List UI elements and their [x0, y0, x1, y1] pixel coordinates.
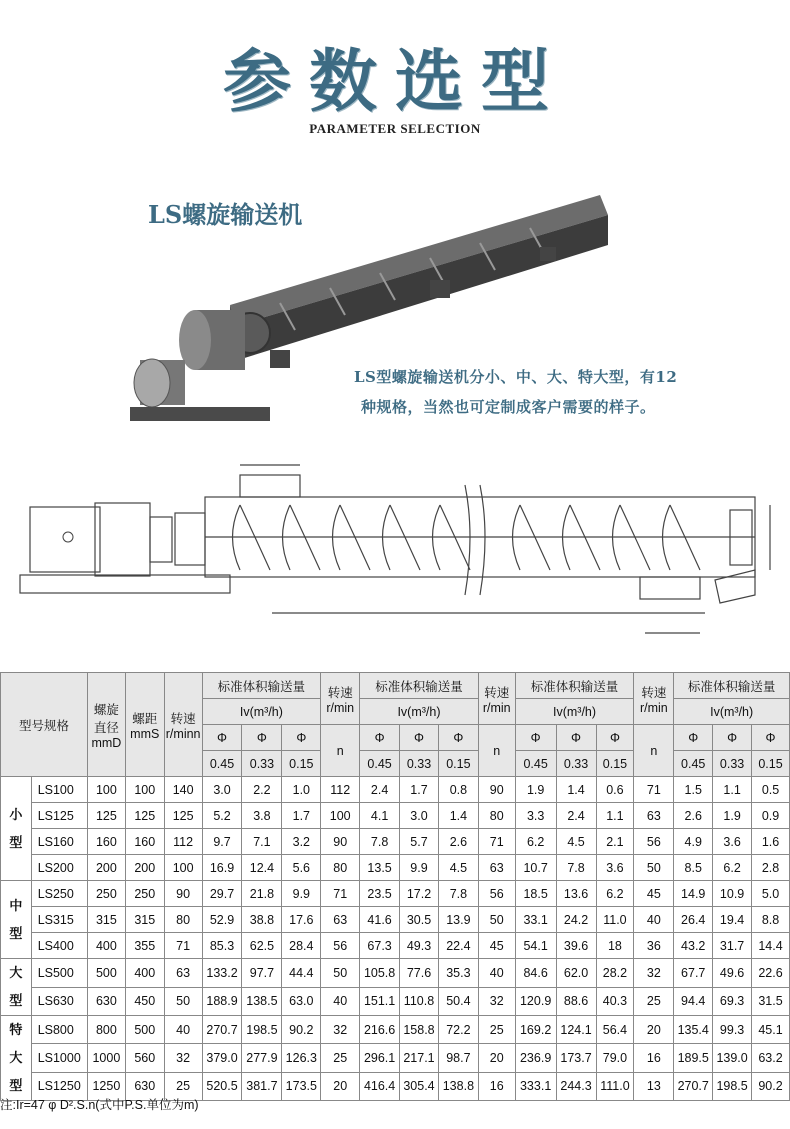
value-cell: 315: [87, 907, 125, 933]
value-cell: 112: [321, 777, 360, 803]
value-cell: 4.5: [438, 855, 478, 881]
table-row: [1, 803, 790, 829]
header-phi: Φ: [202, 725, 242, 751]
value-cell: 62.0: [556, 959, 596, 988]
value-cell: 0.8: [438, 777, 478, 803]
value-cell: 2.6: [438, 829, 478, 855]
value-cell: 400: [125, 959, 164, 988]
value-cell: 71: [321, 881, 360, 907]
value-cell: 2.2: [242, 777, 282, 803]
model-cell: LS315: [31, 907, 87, 933]
header-n: n: [478, 725, 515, 777]
value-cell: 56: [478, 881, 515, 907]
value-cell: 71: [478, 829, 515, 855]
size-class-label: 大 型: [1, 959, 32, 1016]
value-cell: 90.2: [282, 1016, 321, 1044]
value-cell: 315: [125, 907, 164, 933]
table-row: [1, 1044, 790, 1072]
value-cell: 40: [164, 1016, 202, 1044]
conveyor-drawing: [0, 455, 790, 660]
value-cell: 24.2: [556, 907, 596, 933]
value-cell: 80: [164, 907, 202, 933]
value-cell: 125: [87, 803, 125, 829]
value-cell: 105.8: [360, 959, 400, 988]
value-cell: 56: [321, 933, 360, 959]
value-cell: 250: [87, 881, 125, 907]
value-cell: 18: [596, 933, 634, 959]
value-cell: 305.4: [400, 1072, 439, 1100]
table-row: [1, 907, 790, 933]
value-cell: 45: [634, 881, 674, 907]
header-speed: 转速r/minn: [164, 673, 202, 777]
value-cell: 13.5: [360, 855, 400, 881]
header-phi-value: 0.33: [400, 751, 439, 777]
value-cell: 5.2: [202, 803, 242, 829]
value-cell: 6.2: [713, 855, 752, 881]
value-cell: 69.3: [713, 987, 752, 1016]
value-cell: 1.9: [713, 803, 752, 829]
header-speed-4: 转速r/min: [634, 673, 674, 725]
header-volume-3: 标准体积输送量: [515, 673, 634, 699]
value-cell: 25: [634, 987, 674, 1016]
header-phi: Φ: [556, 725, 596, 751]
value-cell: 25: [164, 1072, 202, 1100]
header-phi: Φ: [713, 725, 752, 751]
value-cell: 19.4: [713, 907, 752, 933]
value-cell: 31.5: [752, 987, 790, 1016]
header-phi: Φ: [438, 725, 478, 751]
value-cell: 2.1: [596, 829, 634, 855]
value-cell: 124.1: [556, 1016, 596, 1044]
table-row: [1, 829, 790, 855]
value-cell: 9.9: [282, 881, 321, 907]
table-row: [1, 987, 790, 1016]
model-cell: LS630: [31, 987, 87, 1016]
value-cell: 18.5: [515, 881, 556, 907]
header-phi-value: 0.15: [438, 751, 478, 777]
value-cell: 138.8: [438, 1072, 478, 1100]
value-cell: 22.4: [438, 933, 478, 959]
value-cell: 630: [87, 987, 125, 1016]
value-cell: 151.1: [360, 987, 400, 1016]
value-cell: 80: [321, 855, 360, 881]
value-cell: 0.6: [596, 777, 634, 803]
value-cell: 133.2: [202, 959, 242, 988]
value-cell: 90.2: [752, 1072, 790, 1100]
value-cell: 43.2: [674, 933, 713, 959]
value-cell: 90: [321, 829, 360, 855]
value-cell: 26.4: [674, 907, 713, 933]
header-phi-value: 0.45: [202, 751, 242, 777]
value-cell: 54.1: [515, 933, 556, 959]
value-cell: 17.6: [282, 907, 321, 933]
value-cell: 56: [634, 829, 674, 855]
value-cell: 800: [87, 1016, 125, 1044]
header-unit-2: Iv(m³/h): [360, 699, 479, 725]
value-cell: 296.1: [360, 1044, 400, 1072]
value-cell: 77.6: [400, 959, 439, 988]
value-cell: 16.9: [202, 855, 242, 881]
value-cell: 217.1: [400, 1044, 439, 1072]
header-phi-value: 0.33: [556, 751, 596, 777]
value-cell: 173.7: [556, 1044, 596, 1072]
value-cell: 10.7: [515, 855, 556, 881]
value-cell: 49.6: [713, 959, 752, 988]
value-cell: 125: [164, 803, 202, 829]
value-cell: 50.4: [438, 987, 478, 1016]
header-phi-value: 0.45: [674, 751, 713, 777]
value-cell: 1.4: [438, 803, 478, 829]
value-cell: 33.1: [515, 907, 556, 933]
value-cell: 8.8: [752, 907, 790, 933]
header-volume-4: 标准体积输送量: [674, 673, 790, 699]
header-phi-value: 0.33: [713, 751, 752, 777]
value-cell: 79.0: [596, 1044, 634, 1072]
value-cell: 277.9: [242, 1044, 282, 1072]
model-cell: LS1000: [31, 1044, 87, 1072]
model-cell: LS500: [31, 959, 87, 988]
page-title: 参数选型: [222, 42, 567, 122]
value-cell: 44.4: [282, 959, 321, 988]
value-cell: 381.7: [242, 1072, 282, 1100]
header-unit-1: Iv(m³/h): [202, 699, 321, 725]
table-row: [1, 933, 790, 959]
value-cell: 100: [125, 777, 164, 803]
value-cell: 1.7: [282, 803, 321, 829]
value-cell: 200: [87, 855, 125, 881]
value-cell: 99.3: [713, 1016, 752, 1044]
value-cell: 31.7: [713, 933, 752, 959]
value-cell: 49.3: [400, 933, 439, 959]
value-cell: 41.6: [360, 907, 400, 933]
page-subtitle: PARAMETER SELECTION: [309, 121, 481, 136]
value-cell: 50: [164, 987, 202, 1016]
header-volume-1: 标准体积输送量: [202, 673, 321, 699]
value-cell: 188.9: [202, 987, 242, 1016]
header-phi: Φ: [282, 725, 321, 751]
size-class-label: 中 型: [1, 881, 32, 959]
value-cell: 3.6: [596, 855, 634, 881]
value-cell: 100: [87, 777, 125, 803]
value-cell: 216.6: [360, 1016, 400, 1044]
value-cell: 270.7: [674, 1072, 713, 1100]
value-cell: 189.5: [674, 1044, 713, 1072]
value-cell: 6.2: [596, 881, 634, 907]
value-cell: 4.9: [674, 829, 713, 855]
value-cell: 138.5: [242, 987, 282, 1016]
value-cell: 35.3: [438, 959, 478, 988]
value-cell: 135.4: [674, 1016, 713, 1044]
value-cell: 500: [87, 959, 125, 988]
value-cell: 5.6: [282, 855, 321, 881]
model-cell: LS160: [31, 829, 87, 855]
value-cell: 198.5: [713, 1072, 752, 1100]
header-volume-2: 标准体积输送量: [360, 673, 479, 699]
value-cell: 13.6: [556, 881, 596, 907]
header-phi-value: 0.33: [242, 751, 282, 777]
value-cell: 23.5: [360, 881, 400, 907]
product-name: LS螺旋输送机: [148, 200, 303, 229]
value-cell: 1000: [87, 1044, 125, 1072]
value-cell: 450: [125, 987, 164, 1016]
value-cell: 3.0: [400, 803, 439, 829]
value-cell: 12.4: [242, 855, 282, 881]
value-cell: 17.2: [400, 881, 439, 907]
value-cell: 94.4: [674, 987, 713, 1016]
value-cell: 56.4: [596, 1016, 634, 1044]
value-cell: 520.5: [202, 1072, 242, 1100]
value-cell: 9.9: [400, 855, 439, 881]
value-cell: 84.6: [515, 959, 556, 988]
value-cell: 16: [634, 1044, 674, 1072]
value-cell: 40: [478, 959, 515, 988]
model-cell: LS1250: [31, 1072, 87, 1100]
value-cell: 52.9: [202, 907, 242, 933]
model-cell: LS125: [31, 803, 87, 829]
value-cell: 63: [634, 803, 674, 829]
value-cell: 333.1: [515, 1072, 556, 1100]
value-cell: 9.7: [202, 829, 242, 855]
header-diameter: 螺旋直径mmD: [87, 673, 125, 777]
value-cell: 500: [125, 1016, 164, 1044]
value-cell: 160: [125, 829, 164, 855]
header-phi-value: 0.15: [282, 751, 321, 777]
value-cell: 63: [321, 907, 360, 933]
value-cell: 13: [634, 1072, 674, 1100]
value-cell: 32: [321, 1016, 360, 1044]
description-line-1: LS型螺旋输送机分小、中、大、特大型，有12: [354, 368, 678, 386]
value-cell: 379.0: [202, 1044, 242, 1072]
header-phi: Φ: [515, 725, 556, 751]
header-phi: Φ: [242, 725, 282, 751]
header-phi-value: 0.15: [752, 751, 790, 777]
value-cell: 50: [321, 959, 360, 988]
value-cell: 3.8: [242, 803, 282, 829]
value-cell: 1.1: [713, 777, 752, 803]
value-cell: 2.8: [752, 855, 790, 881]
value-cell: 270.7: [202, 1016, 242, 1044]
value-cell: 40: [321, 987, 360, 1016]
value-cell: 1.1: [596, 803, 634, 829]
value-cell: 100: [164, 855, 202, 881]
header-n: n: [634, 725, 674, 777]
header-phi: Φ: [360, 725, 400, 751]
value-cell: 6.2: [515, 829, 556, 855]
value-cell: 8.5: [674, 855, 713, 881]
value-cell: 30.5: [400, 907, 439, 933]
value-cell: 173.5: [282, 1072, 321, 1100]
value-cell: 25: [478, 1016, 515, 1044]
value-cell: 29.7: [202, 881, 242, 907]
value-cell: 28.2: [596, 959, 634, 988]
value-cell: 20: [634, 1016, 674, 1044]
value-cell: 90: [164, 881, 202, 907]
value-cell: 250: [125, 881, 164, 907]
header-unit-4: Iv(m³/h): [674, 699, 790, 725]
value-cell: 2.6: [674, 803, 713, 829]
value-cell: 169.2: [515, 1016, 556, 1044]
value-cell: 16: [478, 1072, 515, 1100]
value-cell: 32: [164, 1044, 202, 1072]
value-cell: 1.0: [282, 777, 321, 803]
value-cell: 67.3: [360, 933, 400, 959]
header-speed-2: 转速r/min: [321, 673, 360, 725]
value-cell: 98.7: [438, 1044, 478, 1072]
value-cell: 7.8: [556, 855, 596, 881]
value-cell: 111.0: [596, 1072, 634, 1100]
value-cell: 63.0: [282, 987, 321, 1016]
value-cell: 244.3: [556, 1072, 596, 1100]
value-cell: 71: [634, 777, 674, 803]
value-cell: 125: [125, 803, 164, 829]
value-cell: 112: [164, 829, 202, 855]
value-cell: 14.4: [752, 933, 790, 959]
value-cell: 560: [125, 1044, 164, 1072]
value-cell: 2.4: [556, 803, 596, 829]
value-cell: 2.4: [360, 777, 400, 803]
table-row: [1, 959, 790, 988]
header-pitch: 螺距mmS: [125, 673, 164, 777]
value-cell: 11.0: [596, 907, 634, 933]
value-cell: 5.0: [752, 881, 790, 907]
header-model: 型号规格: [1, 673, 88, 777]
model-cell: LS800: [31, 1016, 87, 1044]
value-cell: 4.5: [556, 829, 596, 855]
value-cell: 158.8: [400, 1016, 439, 1044]
value-cell: 67.7: [674, 959, 713, 988]
value-cell: 25: [321, 1044, 360, 1072]
header-unit-3: Iv(m³/h): [515, 699, 634, 725]
value-cell: 36: [634, 933, 674, 959]
formula-note: 注:Ir=47 φ D².S.n(式中P.S.单位为m): [0, 1098, 199, 1112]
header-speed-3: 转速r/min: [478, 673, 515, 725]
model-cell: LS400: [31, 933, 87, 959]
value-cell: 236.9: [515, 1044, 556, 1072]
value-cell: 28.4: [282, 933, 321, 959]
value-cell: 20: [321, 1072, 360, 1100]
value-cell: 1.4: [556, 777, 596, 803]
header-phi: Φ: [674, 725, 713, 751]
header-phi-value: 0.45: [515, 751, 556, 777]
value-cell: 21.8: [242, 881, 282, 907]
value-cell: 0.5: [752, 777, 790, 803]
header-phi: Φ: [400, 725, 439, 751]
value-cell: 50: [634, 855, 674, 881]
table-row: [1, 777, 790, 803]
value-cell: 10.9: [713, 881, 752, 907]
value-cell: 50: [478, 907, 515, 933]
value-cell: 7.1: [242, 829, 282, 855]
value-cell: 160: [87, 829, 125, 855]
value-cell: 1.6: [752, 829, 790, 855]
value-cell: 63: [164, 959, 202, 988]
value-cell: 355: [125, 933, 164, 959]
value-cell: 3.6: [713, 829, 752, 855]
value-cell: 126.3: [282, 1044, 321, 1072]
value-cell: 62.5: [242, 933, 282, 959]
model-cell: LS200: [31, 855, 87, 881]
value-cell: 45: [478, 933, 515, 959]
value-cell: 7.8: [360, 829, 400, 855]
value-cell: 400: [87, 933, 125, 959]
value-cell: 100: [321, 803, 360, 829]
header-phi: Φ: [752, 725, 790, 751]
table-row: [1, 855, 790, 881]
value-cell: 63: [478, 855, 515, 881]
value-cell: 40: [634, 907, 674, 933]
header-phi-value: 0.45: [360, 751, 400, 777]
table-row: [1, 881, 790, 907]
value-cell: 20: [478, 1044, 515, 1072]
value-cell: 63.2: [752, 1044, 790, 1072]
value-cell: 630: [125, 1072, 164, 1100]
value-cell: 416.4: [360, 1072, 400, 1100]
model-cell: LS100: [31, 777, 87, 803]
value-cell: 71: [164, 933, 202, 959]
value-cell: 32: [478, 987, 515, 1016]
size-class-label: 特 大 型: [1, 1016, 32, 1101]
value-cell: 85.3: [202, 933, 242, 959]
value-cell: 90: [478, 777, 515, 803]
value-cell: 200: [125, 855, 164, 881]
value-cell: 0.9: [752, 803, 790, 829]
value-cell: 1.5: [674, 777, 713, 803]
header-phi: Φ: [596, 725, 634, 751]
value-cell: 1.7: [400, 777, 439, 803]
value-cell: 88.6: [556, 987, 596, 1016]
value-cell: 3.2: [282, 829, 321, 855]
value-cell: 7.8: [438, 881, 478, 907]
value-cell: 40.3: [596, 987, 634, 1016]
header-phi-value: 0.15: [596, 751, 634, 777]
value-cell: 198.5: [242, 1016, 282, 1044]
value-cell: 120.9: [515, 987, 556, 1016]
description-line-2: 种规格，当然也可定制成客户需要的样子。: [361, 398, 656, 416]
value-cell: 3.0: [202, 777, 242, 803]
value-cell: 32: [634, 959, 674, 988]
value-cell: 110.8: [400, 987, 439, 1016]
value-cell: 139.0: [713, 1044, 752, 1072]
size-class-label: 小 型: [1, 777, 32, 881]
value-cell: 39.6: [556, 933, 596, 959]
header-n: n: [321, 725, 360, 777]
value-cell: 45.1: [752, 1016, 790, 1044]
value-cell: 22.6: [752, 959, 790, 988]
value-cell: 3.3: [515, 803, 556, 829]
value-cell: 140: [164, 777, 202, 803]
value-cell: 38.8: [242, 907, 282, 933]
model-cell: LS250: [31, 881, 87, 907]
value-cell: 1.9: [515, 777, 556, 803]
table-row: [1, 1016, 790, 1044]
parameter-table: [0, 672, 790, 1101]
value-cell: 4.1: [360, 803, 400, 829]
value-cell: 14.9: [674, 881, 713, 907]
value-cell: 97.7: [242, 959, 282, 988]
value-cell: 13.9: [438, 907, 478, 933]
value-cell: 80: [478, 803, 515, 829]
value-cell: 1250: [87, 1072, 125, 1100]
value-cell: 72.2: [438, 1016, 478, 1044]
value-cell: 5.7: [400, 829, 439, 855]
